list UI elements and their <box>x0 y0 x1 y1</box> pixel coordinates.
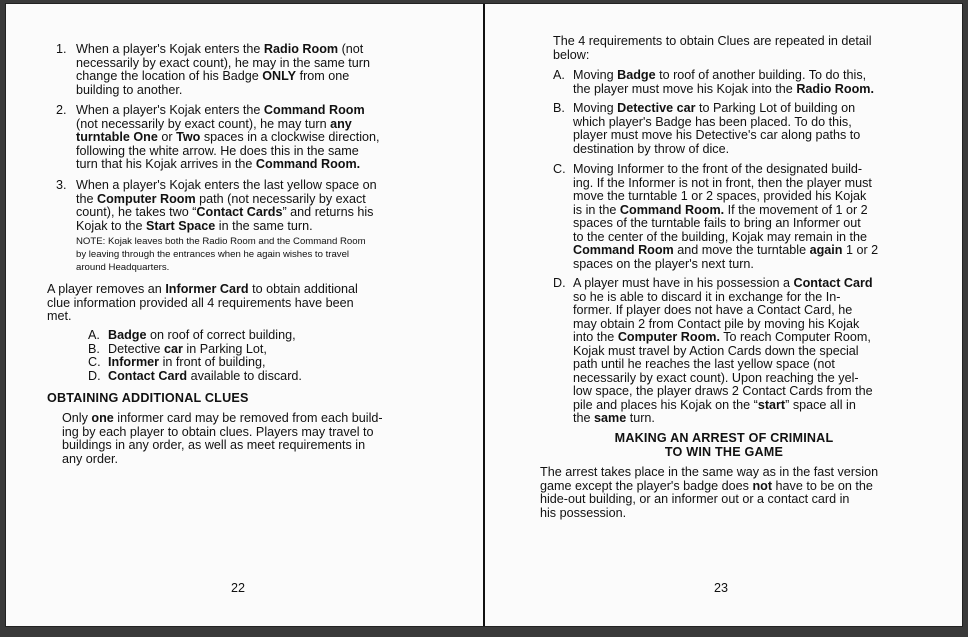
page-number: 22 <box>231 581 246 595</box>
lettered-item-line: which player's Badge has been placed. To do this, <box>573 114 852 129</box>
intro-line: below: <box>553 47 590 62</box>
numbered-item-number: 1. <box>56 42 67 56</box>
numbered-item-line: count), he takes two “Contact Cards” and returns his <box>76 205 374 219</box>
lettered-item-line: A player must have in his possession a Contact Card <box>573 276 873 290</box>
paragraph-line: clue information provided all 4 requirements have been <box>47 295 354 310</box>
lettered-item-letter: B. <box>553 101 565 115</box>
list-letter: A. <box>88 328 100 342</box>
intro-line: The 4 requirements to obtain Clues are repeated in detail <box>553 34 872 48</box>
lettered-item-line: spaces on the player's next turn. <box>573 256 754 271</box>
lettered-item-letter: D. <box>553 276 566 290</box>
numbered-item-line: the Computer Room path (not necessarily by exact <box>76 191 366 206</box>
lettered-item-line: former. If player does not have a Contact Card, he <box>573 303 853 317</box>
lettered-item-line: spaces of the turntable fails to bring an Informer out <box>573 216 861 230</box>
lettered-item-line: necessarily by exact count). Upon reaching the yel- <box>573 370 859 385</box>
lettered-item-line: destination by throw of dice. <box>573 141 730 156</box>
paragraph-line: any order. <box>62 451 119 466</box>
paragraph-line: hide-out building, or an informer out or a contact card in <box>540 492 850 506</box>
numbered-item-line: Kojak to the Start Space in the same turn. <box>76 218 313 233</box>
section-heading: MAKING AN ARREST OF CRIMINAL <box>614 431 834 445</box>
paragraph-line: A player removes an Informer Card to obtain additional <box>47 282 358 296</box>
note-line: by leaving through the entrances when he again wishes to travel <box>76 248 350 260</box>
list-text: Badge on roof of correct building, <box>108 328 296 342</box>
lettered-item-line: Kojak must travel by Action Cards down the special <box>573 343 859 358</box>
list-letter: D. <box>88 368 101 383</box>
left-page <box>6 4 482 626</box>
paragraph-line: game except the player's badge does not have to be on the <box>540 478 873 493</box>
numbered-item-line: necessarily by exact count), he may in the same turn <box>76 55 370 70</box>
lettered-item-line: path until he reaches the last yellow space (not <box>573 357 835 371</box>
paragraph-line: The arrest takes place in the same way as in the fast version <box>540 465 879 479</box>
lettered-item-line: ing. If the Informer is not in front, then the player must <box>573 175 872 190</box>
page-gutter <box>483 4 485 626</box>
lettered-item-line: to the center of the building, Kojak may remain in the <box>573 229 868 244</box>
numbered-item-line: When a player's Kojak enters the Command Room <box>76 103 365 117</box>
lettered-item-line: pile and places his Kojak on the “start” space all in <box>573 397 856 412</box>
lettered-item-line: move the turntable 1 or 2 spaces, provided his Kojak <box>573 189 867 203</box>
lettered-item-line: Moving Detective car to Parking Lot of building on <box>573 101 856 115</box>
lettered-item-line: low space, the player draws 2 Contact Cards from the <box>573 384 873 398</box>
paragraph-line: buildings in any order, as well as meet requirements in <box>62 438 366 452</box>
note-line: around Headquarters. <box>76 261 170 273</box>
paragraph-line: ing by each player to obtain clues. Players may travel to <box>62 424 374 439</box>
page-number: 23 <box>714 581 729 595</box>
lettered-item-line: the player must move his Kojak into the Radio Room. <box>573 81 874 96</box>
book-spread <box>6 4 962 626</box>
numbered-item-line: (not necessarily by exact count), he may turn any <box>76 116 352 131</box>
lettered-item-line: Moving Informer to the front of the designated build- <box>573 162 863 176</box>
numbered-item-line: When a player's Kojak enters the last yellow space on <box>76 178 377 192</box>
lettered-item-line: into the Computer Room. To reach Computer Room, <box>573 330 871 344</box>
paragraph-line: Only one informer card may be removed from each build- <box>62 411 383 425</box>
lettered-item-letter: A. <box>553 68 565 82</box>
section-heading: OBTAINING ADDITIONAL CLUES <box>47 391 249 405</box>
list-text: Informer in front of building, <box>108 355 266 369</box>
lettered-item-letter: C. <box>553 162 566 176</box>
paragraph-line: met. <box>47 309 72 323</box>
list-letter: B. <box>88 341 100 356</box>
list-letter: C. <box>88 355 101 369</box>
numbered-item-line: following the white arrow. He does this in the same <box>76 143 359 158</box>
lettered-item-line: may obtain 2 from Contact pile by moving his Kojak <box>573 316 860 331</box>
list-text: Contact Card available to discard. <box>108 368 302 383</box>
lettered-item-line: is in the Command Room. If the movement of 1 or 2 <box>573 202 868 217</box>
note-line: NOTE: Kojak leaves both the Radio Room and the Command Room <box>76 236 366 247</box>
numbered-item-line: When a player's Kojak enters the Radio Room (not <box>76 42 364 56</box>
section-heading: TO WIN THE GAME <box>664 444 784 459</box>
right-page <box>486 4 962 626</box>
lettered-item-line: Command Room and move the turntable again 1 or 2 <box>573 243 879 257</box>
lettered-item-line: so he is able to discard it in exchange for the In- <box>573 289 841 304</box>
paragraph-line: his possession. <box>540 505 627 520</box>
numbered-item-line: change the location of his Badge ONLY from one <box>76 69 350 83</box>
lettered-item-line: the same turn. <box>573 411 655 425</box>
numbered-item-line: turntable One or Two spaces in a clockwise direction, <box>76 130 380 144</box>
numbered-item-line: building to another. <box>76 82 183 97</box>
numbered-item-number: 3. <box>56 178 67 192</box>
lettered-item-line: player must move his Detective's car along paths to <box>573 128 861 142</box>
lettered-item-line: Moving Badge to roof of another building. To do this, <box>573 68 867 82</box>
list-text: Detective car in Parking Lot, <box>108 341 267 356</box>
numbered-item-number: 2. <box>56 103 67 117</box>
numbered-item-line: turn that his Kojak arrives in the Command Room. <box>76 157 361 171</box>
